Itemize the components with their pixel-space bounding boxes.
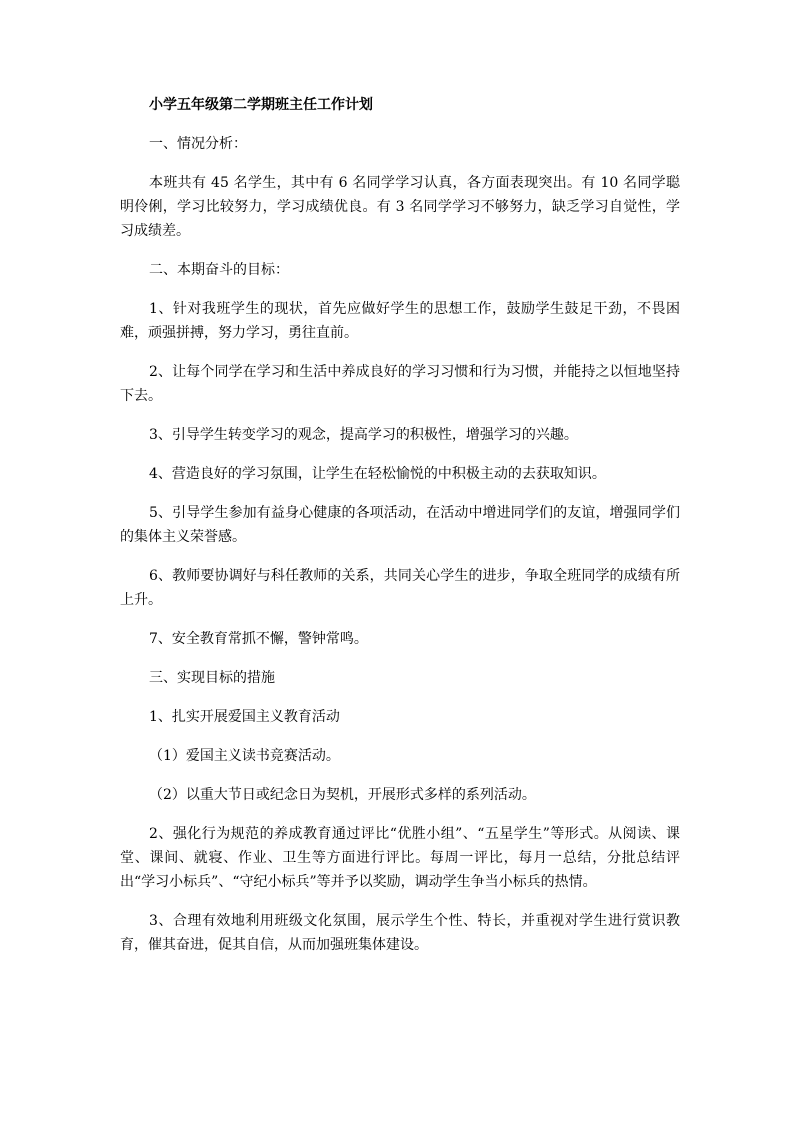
- goal-item-1: 1、针对我班学生的现状，首先应做好学生的思想工作，鼓励学生鼓足干劲，不畏困难，顽强拼搏，努力学习，勇往直前。: [120, 301, 680, 341]
- goal-item-6: 6、教师要协调好与科任教师的关系，共同关心学生的进步，争取全班同学的成绩有所上升。: [120, 568, 680, 608]
- measure-item-2: 2、强化行为规范的养成教育通过评比“优胜小组”、“五星学生”等形式。从阅读、课堂、课间、就寝、作业、卫生等方面进行评比。每周一评比，每月一总结，分批总结评出“学习小标兵”、“守纪小标兵”等并予以奖励，调动学生争当小标兵的热情。: [120, 826, 680, 890]
- section-heading-measures: 三、实现目标的措施: [149, 670, 275, 686]
- measure-subitem-1: （1）爱国主义读书竞赛活动。: [149, 748, 340, 764]
- section-heading-goals: 二、本期奋斗的目标：: [149, 262, 289, 278]
- measure-subitem-2: （2）以重大节日或纪念日为契机，开展形式多样的系列活动。: [149, 787, 536, 803]
- paragraph-class-overview: 本班共有 45 名学生，其中有 6 名同学学习认真，各方面表现突出。有 10 名同学聪明伶俐，学习比较努力，学习成绩优良。有 3 名同学学习不够努力，缺乏学习自觉性，学习成绩差。: [120, 175, 680, 239]
- goal-item-2: 2、让每个同学在学习和生活中养成良好的学习习惯和行为习惯，并能持之以恒地坚持下去。: [120, 364, 680, 404]
- measure-item-1: 1、扎实开展爱国主义教育活动: [149, 709, 340, 725]
- section-heading-analysis: 一、情况分析：: [149, 136, 247, 152]
- goal-item-4: 4、营造良好的学习氛围，让学生在轻松愉悦的中积极主动的去获取知识。: [149, 466, 606, 482]
- document-title: 小学五年级第二学期班主任工作计划: [149, 97, 373, 113]
- goal-item-5: 5、引导学生参加有益身心健康的各项活动，在活动中增进同学们的友谊，增强同学们的集体主义荣誉感。: [120, 505, 680, 545]
- measure-item-3: 3、合理有效地利用班级文化氛围，展示学生个性、特长，并重视对学生进行赏识教育，催其奋进，促其自信，从而加强班集体建设。: [120, 913, 680, 953]
- goal-item-7: 7、安全教育常抓不懈，警钟常鸣。: [149, 631, 368, 647]
- goal-item-3: 3、引导学生转变学习的观念，提高学习的积极性，增强学习的兴趣。: [149, 427, 578, 443]
- document-page: [120, 93, 680, 972]
